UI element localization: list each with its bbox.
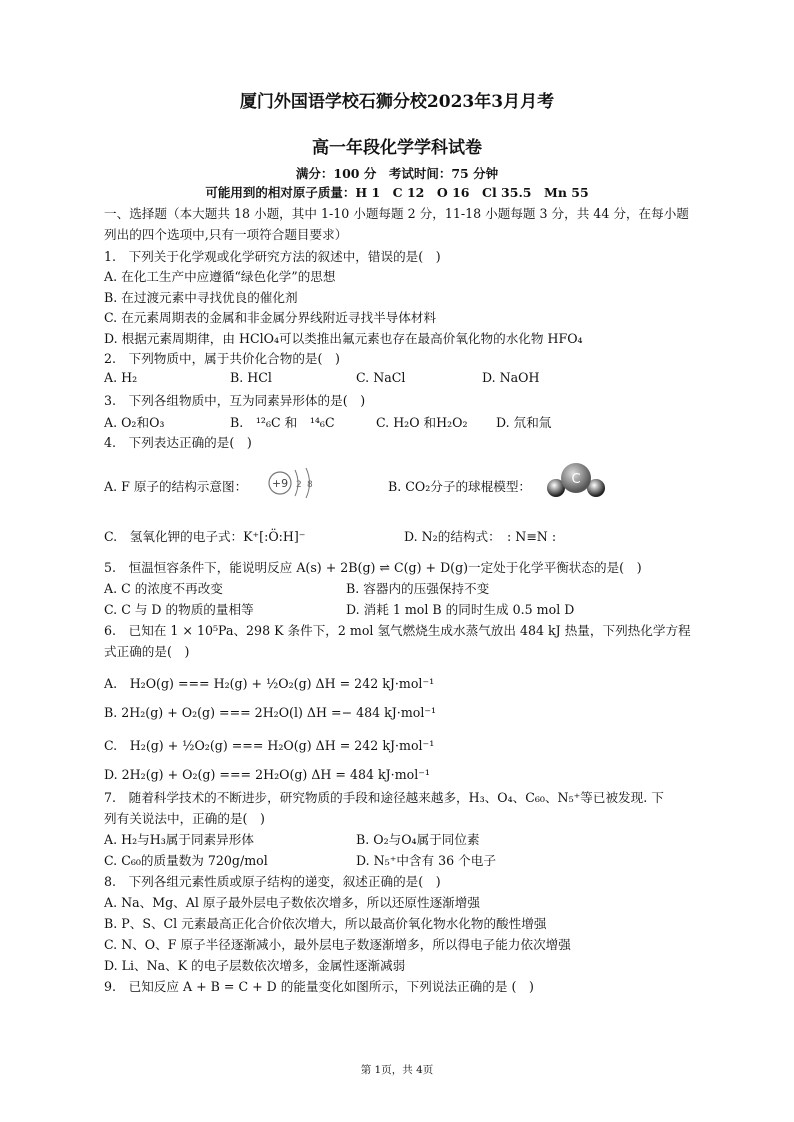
q8-option-b: B. P、S、Cl 元素最高正化合价依次增大，所以最高价氧化物水化物的酸性增强 [104,916,547,931]
q8-option-d: D. Li、Na、K 的电子层数依次增多，金属性逐渐减弱 [104,958,406,973]
section-heading-cont: 列出的四个选项中,只有一项符合题目要求） [104,227,348,242]
question-8: 8. 下列各组元素性质或原子结构的递变，叙述正确的是( ) [104,874,441,889]
q5-option-b: B. 容器内的压强保持不变 [346,581,490,596]
q1-option-a: A. 在化工生产中应遵循“绿色化学”的思想 [104,269,336,284]
q6-option-d: D. 2H₂(g) + O₂(g) === 2H₂O(g) ΔH = 484 kJ·mol⁻¹ [104,767,430,782]
q4-option-c: C. 氢氧化钾的电子式：K⁺[:Ö:H]⁻ [104,529,306,544]
question-5: 5. 恒温恒容条件下，能说明反应 A(s) + 2B(g) ⇌ C(g) + D(g)一定处于化学平衡状态的是( ) [104,560,642,575]
q5-option-a: A. C 的浓度不再改变 [104,581,223,596]
q4-option-a: A. F 原子的结构示意图： [104,479,248,494]
q2-option-b: B. HCl [230,370,272,385]
q8-option-c: C. N、O、F 原子半径逐渐减小，最外层电子数逐渐增多，所以得电子能力依次增强 [104,937,571,952]
co2-ball-stick-model [544,460,608,502]
fluorine-atom-structure-diagram [262,464,322,502]
q6-option-a: A. H₂O(g) === H₂(g) + ½O₂(g) ΔH = 242 kJ·mol⁻¹ [104,676,435,691]
q1-option-c: C. 在元素周期表的金属和非金属分界线附近寻找半导体材料 [104,310,437,325]
q3-option-a: A. O₂和O₃ [104,415,165,430]
q5-option-c: C. C 与 D 的物质的量相等 [104,602,254,617]
q3-option-c: C. H₂O 和H₂O₂ [376,415,468,430]
q3-option-d: D. 氘和氚 [496,415,552,430]
q1-option-b: B. 在过渡元素中寻找优良的催化剂 [104,290,298,305]
exam-meta-atomic-masses: 可能用到的相对原子质量：H 1 C 12 O 16 Cl 35.5 Mn 55 [205,185,589,200]
exam-title: 厦门外国语学校石狮分校2023年3月月考 [239,92,555,112]
q4-option-d: D. N₂的结构式： : N≡N : [404,529,557,544]
q7-option-a: A. H₂与H₃属于同素异形体 [104,832,254,847]
q6-option-c: C. H₂(g) + ½O₂(g) === H₂O(g) ΔH = 242 kJ·mol⁻¹ [104,738,435,753]
question-3: 3. 下列各组物质中，互为同素异形体的是( ) [104,393,366,408]
question-7: 7. 随着科学技术的不断进步，研究物质的手段和途径越来越多，H₃、O₄、C₆₀、N₅⁺等已被发现. 下 [104,790,664,805]
exam-meta-score-time: 满分：100 分 考试时间：75 分钟 [295,166,499,181]
question-4: 4. 下列表达正确的是( ) [104,435,252,450]
page-footer: 第 1页，共 4页 [360,1064,434,1076]
q8-option-a: A. Na、Mg、Al 原子最外层电子数依次增多，所以还原性逐渐增强 [104,895,480,910]
q4-option-b: B. CO₂分子的球棍模型： [388,479,532,494]
q1-option-d: D. 根据元素周期律，由 HClO₄可以类推出氟元素也存在最高价氧化物的水化物 HFO₄ [104,331,583,346]
nucleus-charge: +9 [271,477,289,490]
q2-option-a: A. H₂ [104,370,138,385]
section-heading: 一、选择题（本大题共 18 小题，其中 1-10 小题每题 2 分，11-18 小题每题 3 分，共 44 分，在每小题 [104,206,689,221]
question-6-cont: 式正确的是( ) [104,644,190,659]
question-7-cont: 列有关说法中，正确的是( ) [104,811,265,826]
q7-option-d: D. N₅⁺中含有 36 个电子 [356,853,496,868]
q6-option-b: B. 2H₂(g) + O₂(g) === 2H₂O(l) ΔH =− 484 kJ·mol⁻¹ [104,705,437,720]
q2-option-c: C. NaCl [356,370,406,385]
exam-subtitle: 高一年段化学学科试卷 [312,138,482,158]
q5-option-d: D. 消耗 1 mol B 的同时生成 0.5 mol D [346,602,575,617]
shell-2-electrons: 8 [307,480,313,490]
question-1: 1. 下列关于化学观或化学研究方法的叙述中，错误的是( ) [104,249,441,264]
q7-option-b: B. O₂与O₄属于同位素 [356,832,480,847]
q3-option-b: B. ¹²₆C 和 ¹⁴₆C [230,415,335,430]
question-9: 9. 已知反应 A + B = C + D 的能量变化如图所示，下列说法正确的是 ( ) [104,979,534,994]
question-6: 6. 已知在 1 × 10⁵Pa、298 K 条件下，2 mol 氢气燃烧生成水蒸气放出 484 kJ 热量，下列热化学方程 [104,623,691,638]
shell-1-electrons: 2 [296,480,302,490]
q2-option-d: D. NaOH [482,370,540,385]
q7-option-c: C. C₆₀的质量数为 720g/mol [104,853,268,868]
carbon-atom-label: C [571,472,581,487]
question-2: 2. 下列物质中，属于共价化合物的是( ) [104,351,340,366]
